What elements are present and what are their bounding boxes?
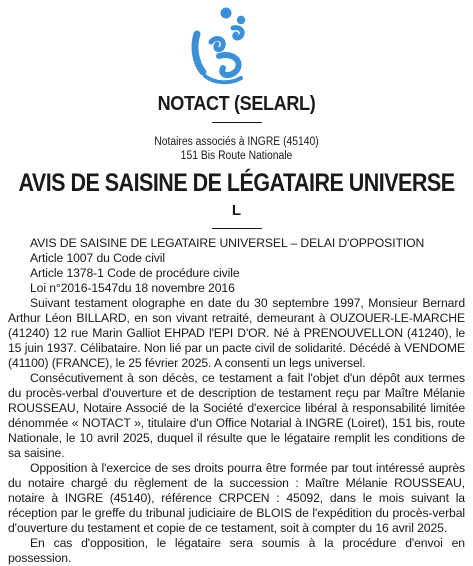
divider-bottom [212,228,262,229]
notice-paragraph: Article 1378-1 Code de procédure civile [30,266,240,280]
firm-address: 151 Bis Route Nationale [180,150,293,162]
notice-paragraph: Article 1007 du Code civil [30,251,165,265]
firm-name: NOTACT (SELARL) [157,92,316,115]
notice-title-tail: L [231,202,242,219]
notact-logo-icon [189,6,249,86]
notice-title: AVIS DE SAISINE DE LÉGATAIRE UNIVERSE [18,169,455,197]
divider-top [212,122,262,123]
firm-description: Notaires associés à INGRE (45140) [154,136,319,148]
notice-paragraph: Consécutivement à son décès, ce testament a fait l'objet d'un dépôt aux termes du procès-verbal d'ouverture et de description de testament reçu par Maître Mélanie ROUSSEAU, Notaire Associé de la Société d'exercice libéral à responsabilité limitée dénommée « NOTACT », titulaire d'un Office Notarial à INGRE (Loiret), 151 bis, route Nationale, le 10 avril 2025, duquel il résulte que le légataire remplit les conditions de sa saisine. [8,371,465,460]
notice-paragraph: AVIS DE SAISINE DE LEGATAIRE UNIVERSEL – DELAI D'OPPOSITION [30,236,425,250]
notice-paragraph: Loi n°2016-1547du 18 novembre 2016 [30,281,235,295]
notice-paragraph: En cas d'opposition, le légataire sera soumis à la procédure d'envoi en possession. [8,536,465,565]
notice-paragraph: Suivant testament olographe en date du 30 septembre 1997, Monsieur Bernard Arthur Léon BILLARD, en son vivant retraité, demeurant à OUZOUER-LE-MARCHE (41240) 12 rue Marin Galliot EHPAD l'EPI D'OR. Né à PRENOUVELLON (41240), le 15 juin 1937. Célibataire. Non lié par un pacte civil de solidarité. Décédé à VENDOME (41100) (FRANCE), le 25 février 2025. A consenti un legs universel. [8,296,465,370]
notice-body [8,236,465,566]
notice-paragraph: Opposition à l'exercice de ses droits pourra être formée par tout intéressé auprès du notaire chargé du règlement de la succession : Maître Mélanie ROUSSEAU, notaire à INGRE (45140), référence CRPCEN : 45092, dans le mois suivant la réception par le greffe du tribunal judiciaire de BLOIS de l'expédition du procès-verbal d'ouverture du testament et copie de ce testament, soit à compter du 16 avril 2025. [8,461,465,535]
